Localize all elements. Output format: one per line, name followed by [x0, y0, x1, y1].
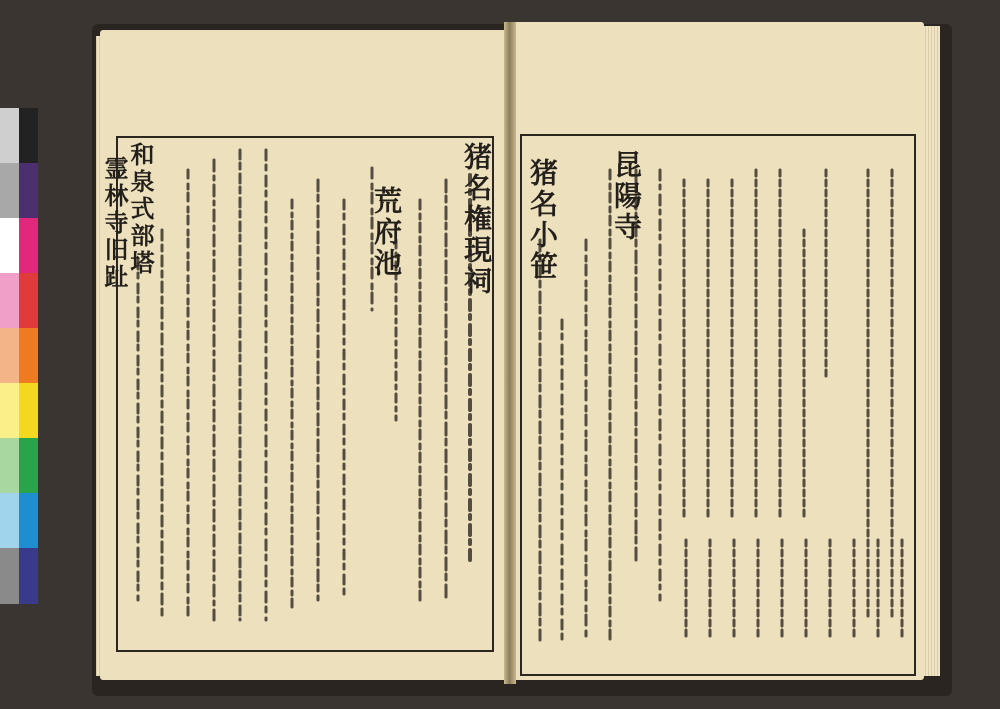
left-heading-3: 和泉式部塔 — [126, 142, 155, 277]
left-heading-2: 荒府池 — [370, 186, 403, 279]
left-heading-4: 霊林寺旧趾 — [100, 156, 129, 291]
right-heading-1: 昆陽寺 — [610, 150, 643, 243]
left-heading-1: 猪名権現祠 — [460, 142, 493, 297]
right-heading-2: 猪名小笹 — [526, 158, 559, 282]
